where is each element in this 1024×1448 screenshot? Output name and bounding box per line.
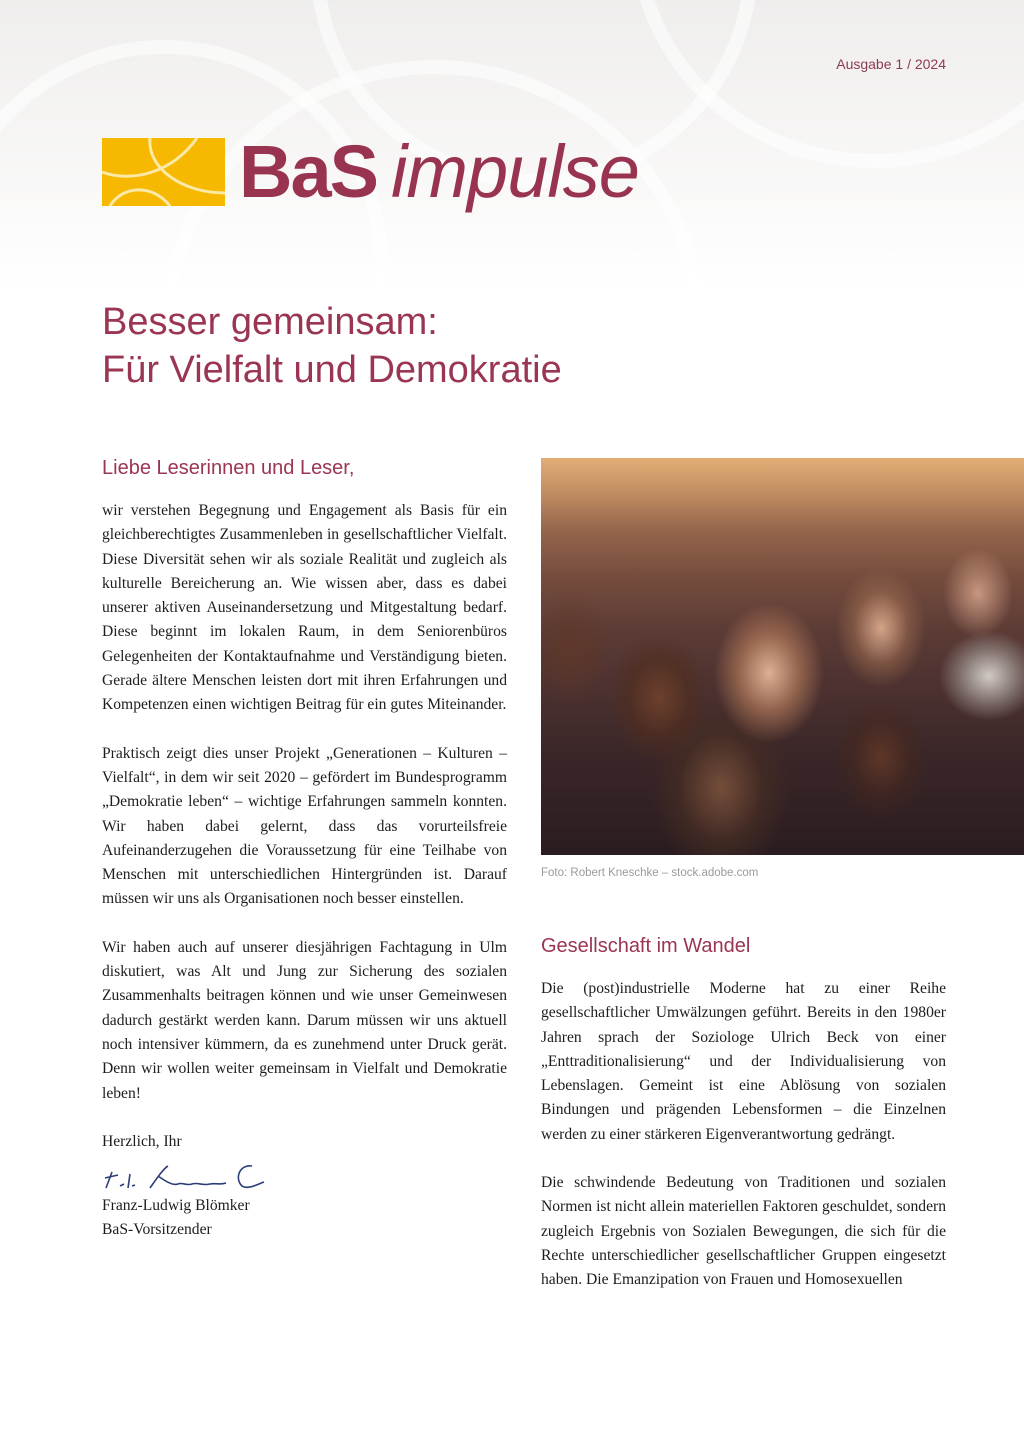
signer-name: Franz-Ludwig Blömker [102, 1196, 250, 1214]
signer-role: BaS-Vorsitzender [102, 1220, 212, 1238]
letter-paragraph: wir verstehen Begegnung und Engagement als Basis für ein gleichberechtigtes Zusammenleben in gesellschaftlicher Vielfalt. Diese Diversität sehen wir als soziale Realität und zugleich als kulturelle Bereicherung an. Wie wissen aber, dass es dabei unserer aktiven Auseinandersetzung und Mitgestaltung bedarf. Diese beginnt im lokalen Raum, in dem Seniorenbüros Gelegenheiten der Kontaktaufnahme und Verständigung bieten. Gerade ältere Menschen leisten dort mit ihren Erfahrungen und Kompetenzen einen wichtigen Beitrag für ein gutes Miteinander. [102, 502, 507, 714]
page-title [102, 298, 562, 394]
right-column [541, 458, 946, 1317]
logo [102, 130, 639, 222]
letter-paragraph: Wir haben auch auf unserer diesjährigen Fachtagung in Ulm diskutiert, was Alt und Jung zur Sicherung des sozialen Zusammenhalts beitragen können und wie unser Gemeinwesen dadurch gestärkt werden kann. Darum müssen wir uns aktuell noch intensiver kümmern, da es zunehmend unter Druck gerät. Denn wir wollen weiter gemeinsam in Vielfalt und Demokratie leben! [102, 938, 507, 1102]
section-heading: Gesellschaft im Wandel [541, 935, 751, 957]
crowd-photo [541, 458, 1024, 855]
logo-product: impulse [390, 130, 639, 213]
bas-logo-mark-icon [102, 138, 225, 206]
letter-paragraph: Praktisch zeigt dies unser Projekt „Generationen – Kulturen – Vielfalt“, in dem wir seit 2020 – gefördert im Bundesprogramm „Demokratie leben“ – wichtige Erfahrungen sammeln konnten. Wir haben dabei gelernt, dass das vorurteilsfreie Aufeinanderzugehen die Voraussetzung für eine Teilhabe von Menschen mit unterschiedlichen Hintergründen ist. Darauf müssen wir uns als Organisationen noch besser einstellen. [102, 744, 507, 908]
logo-brand: BaS [239, 130, 377, 213]
letter-closing: Herzlich, Ihr [102, 1132, 182, 1150]
handwritten-signature-icon [102, 1158, 272, 1194]
decorative-ring [630, 0, 1024, 168]
section-paragraph: Die schwindende Bedeutung von Traditionen und sozialen Normen ist nicht allein materiellen Faktoren geschuldet, sondern zugleich Ergebnis von Sozialen Bewegungen, die sich für die Rechte unterschiedlicher gesellschaftlicher Gruppen eingesetzt haben. Die Emanzipation von Frauen und Homosexuellen [541, 1174, 946, 1289]
article-section [541, 933, 946, 1293]
issue-label: Ausgabe 1 / 2024 [836, 56, 946, 72]
letter-salutation: Liebe Leserinnen und Leser, [102, 457, 355, 479]
title-line-2: Für Vielfalt und Demokratie [102, 349, 562, 391]
section-paragraph: Die (post)industrielle Moderne hat zu einer Reihe gesellschaftlicher Umwälzungen geführt. Bereits in den 1980er Jahren sprach der Soziologe Ulrich Beck von einer „Enttraditionalisierung“ und der Individualisierung von Lebenslagen. Gemeint ist eine Ablösung von sozialen Bindungen und prägenden Lebensformen – die Einzelnen werden zu einer stärkeren Eigenverantwortung gedrängt. [541, 980, 946, 1143]
title-line-1: Besser gemeinsam: [102, 301, 438, 343]
editorial-letter [102, 455, 507, 1242]
photo-caption: Foto: Robert Kneschke – stock.adobe.com [541, 867, 759, 879]
